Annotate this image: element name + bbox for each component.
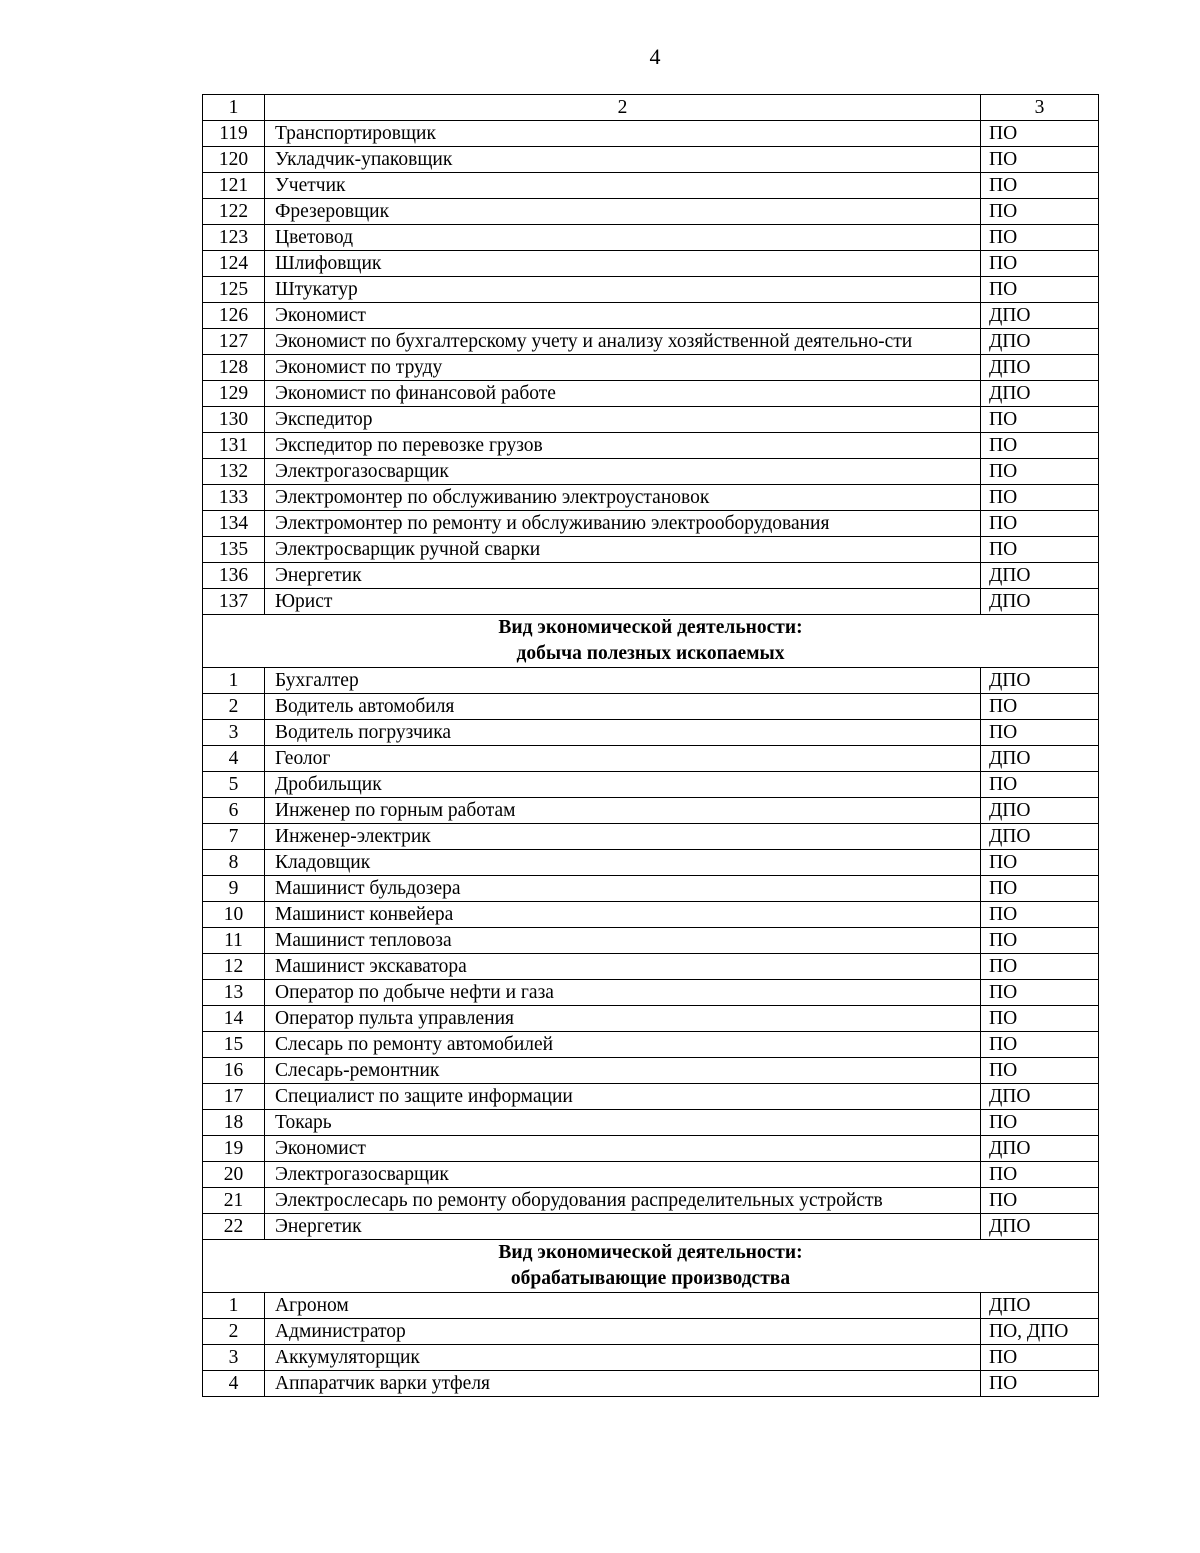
table-row xyxy=(203,303,1099,329)
section-title-line: Вид экономической деятельности: xyxy=(498,617,803,638)
education-type: ДПО xyxy=(981,1214,1099,1240)
education-type: ПО xyxy=(981,459,1099,485)
table-row xyxy=(203,589,1099,615)
profession-name: Инженер-электрик xyxy=(265,824,981,850)
column-header-2: 2 xyxy=(265,95,981,121)
table-row xyxy=(203,433,1099,459)
row-number: 125 xyxy=(203,277,265,303)
education-type: ПО xyxy=(981,1006,1099,1032)
education-type: ПО xyxy=(981,720,1099,746)
table-row xyxy=(203,668,1099,694)
table-row xyxy=(203,1136,1099,1162)
row-number: 3 xyxy=(203,720,265,746)
profession-name: Специалист по защите информации xyxy=(265,1084,981,1110)
education-type: ПО xyxy=(981,1345,1099,1371)
row-number: 10 xyxy=(203,902,265,928)
table-row xyxy=(203,720,1099,746)
table-row xyxy=(203,147,1099,173)
education-type: ПО xyxy=(981,694,1099,720)
row-number: 4 xyxy=(203,1371,265,1397)
education-type: ПО xyxy=(981,199,1099,225)
profession-name: Инженер по горным работам xyxy=(265,798,981,824)
profession-name: Водитель автомобиля xyxy=(265,694,981,720)
education-type: ПО xyxy=(981,251,1099,277)
table-row xyxy=(203,1110,1099,1136)
education-type: ПО xyxy=(981,1162,1099,1188)
profession-name: Электромонтер по ремонту и обслуживанию электрооборудования xyxy=(265,511,981,537)
row-number: 128 xyxy=(203,355,265,381)
table-row xyxy=(203,902,1099,928)
table-row xyxy=(203,355,1099,381)
education-type: ПО xyxy=(981,1032,1099,1058)
section-title-line: Вид экономической деятельности: xyxy=(498,1242,803,1263)
row-number: 120 xyxy=(203,147,265,173)
profession-name: Кладовщик xyxy=(265,850,981,876)
row-number: 1 xyxy=(203,1293,265,1319)
section-title xyxy=(203,615,1099,668)
column-header-1: 1 xyxy=(203,95,265,121)
row-number: 4 xyxy=(203,746,265,772)
profession-name: Оператор по добыче нефти и газа xyxy=(265,980,981,1006)
table-row xyxy=(203,563,1099,589)
table-row xyxy=(203,277,1099,303)
table-row xyxy=(203,1188,1099,1214)
row-number: 12 xyxy=(203,954,265,980)
row-number: 130 xyxy=(203,407,265,433)
education-type: ПО xyxy=(981,850,1099,876)
row-number: 119 xyxy=(203,121,265,147)
education-type: ДПО xyxy=(981,668,1099,694)
table-row xyxy=(203,511,1099,537)
profession-name: Электрогазосварщик xyxy=(265,459,981,485)
education-type: ПО xyxy=(981,225,1099,251)
row-number: 132 xyxy=(203,459,265,485)
profession-name: Энергетик xyxy=(265,1214,981,1240)
profession-name: Учетчик xyxy=(265,173,981,199)
education-type: ПО xyxy=(981,1110,1099,1136)
profession-name: Машинист конвейера xyxy=(265,902,981,928)
row-number: 124 xyxy=(203,251,265,277)
education-type: ДПО xyxy=(981,1084,1099,1110)
row-number: 2 xyxy=(203,694,265,720)
profession-name: Электрогазосварщик xyxy=(265,1162,981,1188)
education-type: ПО xyxy=(981,147,1099,173)
profession-name: Электрослесарь по ремонту оборудования распределительных устройств xyxy=(265,1188,981,1214)
profession-name: Машинист экскаватора xyxy=(265,954,981,980)
profession-name: Оператор пульта управления xyxy=(265,1006,981,1032)
table-row xyxy=(203,694,1099,720)
table-row xyxy=(203,1006,1099,1032)
education-type: ПО xyxy=(981,928,1099,954)
table-row xyxy=(203,824,1099,850)
education-type: ДПО xyxy=(981,798,1099,824)
table-row xyxy=(203,876,1099,902)
education-type: ДПО xyxy=(981,746,1099,772)
profession-name: Машинист бульдозера xyxy=(265,876,981,902)
education-type: ДПО xyxy=(981,1136,1099,1162)
row-number: 17 xyxy=(203,1084,265,1110)
education-type: ДПО xyxy=(981,303,1099,329)
row-number: 135 xyxy=(203,537,265,563)
row-number: 131 xyxy=(203,433,265,459)
education-type: ПО xyxy=(981,407,1099,433)
row-number: 1 xyxy=(203,668,265,694)
row-number: 7 xyxy=(203,824,265,850)
row-number: 8 xyxy=(203,850,265,876)
profession-name: Экспедитор xyxy=(265,407,981,433)
education-type: ПО xyxy=(981,433,1099,459)
table-row xyxy=(203,928,1099,954)
profession-name: Бухгалтер xyxy=(265,668,981,694)
section-title-line: добыча полезных ископаемых xyxy=(516,643,785,664)
profession-name: Токарь xyxy=(265,1110,981,1136)
row-number: 127 xyxy=(203,329,265,355)
table-row xyxy=(203,1319,1099,1345)
row-number: 2 xyxy=(203,1319,265,1345)
profession-name: Машинист тепловоза xyxy=(265,928,981,954)
page-number: 4 xyxy=(649,44,661,69)
table-row xyxy=(203,1345,1099,1371)
education-type: ПО xyxy=(981,277,1099,303)
education-type: ПО xyxy=(981,1188,1099,1214)
table-row xyxy=(203,1293,1099,1319)
education-type: ПО xyxy=(981,173,1099,199)
table-row xyxy=(203,459,1099,485)
row-number: 19 xyxy=(203,1136,265,1162)
education-type: ПО xyxy=(981,876,1099,902)
profession-name: Экономист по финансовой работе xyxy=(265,381,981,407)
table-row xyxy=(203,381,1099,407)
row-number: 14 xyxy=(203,1006,265,1032)
education-type: ПО xyxy=(981,902,1099,928)
education-type: ПО xyxy=(981,1058,1099,1084)
table-row xyxy=(203,1058,1099,1084)
profession-name: Аппаратчик варки утфеля xyxy=(265,1371,981,1397)
table-row xyxy=(203,329,1099,355)
table-row xyxy=(203,121,1099,147)
profession-name: Электросварщик ручной сварки xyxy=(265,537,981,563)
education-type: ПО, ДПО xyxy=(981,1319,1099,1345)
education-type: ПО xyxy=(981,772,1099,798)
table-row xyxy=(203,772,1099,798)
section-title-line: обрабатывающие производства xyxy=(510,1268,791,1289)
row-number: 6 xyxy=(203,798,265,824)
profession-name: Цветовод xyxy=(265,225,981,251)
education-type: ДПО xyxy=(981,381,1099,407)
profession-name: Фрезеровщик xyxy=(265,199,981,225)
column-header-row xyxy=(203,95,1099,121)
section-header-row xyxy=(203,615,1099,668)
profession-name: Энергетик xyxy=(265,563,981,589)
education-type: ДПО xyxy=(981,563,1099,589)
row-number: 9 xyxy=(203,876,265,902)
education-type: ПО xyxy=(981,485,1099,511)
row-number: 16 xyxy=(203,1058,265,1084)
section-title xyxy=(203,1240,1099,1293)
table-row xyxy=(203,1371,1099,1397)
table-row xyxy=(203,1162,1099,1188)
row-number: 5 xyxy=(203,772,265,798)
education-type: ПО xyxy=(981,511,1099,537)
row-number: 15 xyxy=(203,1032,265,1058)
profession-name: Слесарь по ремонту автомобилей xyxy=(265,1032,981,1058)
profession-name: Агроном xyxy=(265,1293,981,1319)
education-type: ПО xyxy=(981,1371,1099,1397)
row-number: 137 xyxy=(203,589,265,615)
row-number: 122 xyxy=(203,199,265,225)
profession-name: Экспедитор по перевозке грузов xyxy=(265,433,981,459)
table-row xyxy=(203,980,1099,1006)
education-type: ПО xyxy=(981,537,1099,563)
profession-name: Укладчик-упаковщик xyxy=(265,147,981,173)
row-number: 18 xyxy=(203,1110,265,1136)
table-row xyxy=(203,1214,1099,1240)
row-number: 21 xyxy=(203,1188,265,1214)
profession-name: Штукатур xyxy=(265,277,981,303)
education-type: ПО xyxy=(981,954,1099,980)
row-number: 133 xyxy=(203,485,265,511)
table-row xyxy=(203,850,1099,876)
profession-name: Водитель погрузчика xyxy=(265,720,981,746)
profession-name: Слесарь-ремонтник xyxy=(265,1058,981,1084)
table-row xyxy=(203,199,1099,225)
profession-name: Электромонтер по обслуживанию электроустановок xyxy=(265,485,981,511)
education-type: ДПО xyxy=(981,589,1099,615)
table-row xyxy=(203,251,1099,277)
table-row xyxy=(203,954,1099,980)
profession-name: Транспортировщик xyxy=(265,121,981,147)
education-type: ПО xyxy=(981,121,1099,147)
table-row xyxy=(203,407,1099,433)
row-number: 129 xyxy=(203,381,265,407)
row-number: 22 xyxy=(203,1214,265,1240)
education-type: ДПО xyxy=(981,824,1099,850)
column-header-3: 3 xyxy=(981,95,1099,121)
row-number: 11 xyxy=(203,928,265,954)
education-type: ПО xyxy=(981,980,1099,1006)
profession-name: Экономист по бухгалтерскому учету и анализу хозяйственной деятельно-сти xyxy=(265,329,981,355)
table-row xyxy=(203,746,1099,772)
profession-name: Экономист по труду xyxy=(265,355,981,381)
profession-name: Шлифовщик xyxy=(265,251,981,277)
profession-name: Дробильщик xyxy=(265,772,981,798)
row-number: 20 xyxy=(203,1162,265,1188)
professions-table xyxy=(202,94,1099,1397)
row-number: 121 xyxy=(203,173,265,199)
row-number: 134 xyxy=(203,511,265,537)
profession-name: Аккумуляторщик xyxy=(265,1345,981,1371)
table-row xyxy=(203,225,1099,251)
section-header-row xyxy=(203,1240,1099,1293)
profession-name: Администратор xyxy=(265,1319,981,1345)
row-number: 123 xyxy=(203,225,265,251)
table-row xyxy=(203,1084,1099,1110)
education-type: ДПО xyxy=(981,329,1099,355)
row-number: 136 xyxy=(203,563,265,589)
education-type: ДПО xyxy=(981,355,1099,381)
table-body xyxy=(203,95,1099,1397)
row-number: 3 xyxy=(203,1345,265,1371)
table-row xyxy=(203,173,1099,199)
row-number: 126 xyxy=(203,303,265,329)
table-row xyxy=(203,537,1099,563)
education-type: ДПО xyxy=(981,1293,1099,1319)
table-row xyxy=(203,485,1099,511)
profession-name: Экономист xyxy=(265,1136,981,1162)
profession-name: Экономист xyxy=(265,303,981,329)
profession-name: Юрист xyxy=(265,589,981,615)
profession-name: Геолог xyxy=(265,746,981,772)
table-row xyxy=(203,798,1099,824)
table-row xyxy=(203,1032,1099,1058)
row-number: 13 xyxy=(203,980,265,1006)
